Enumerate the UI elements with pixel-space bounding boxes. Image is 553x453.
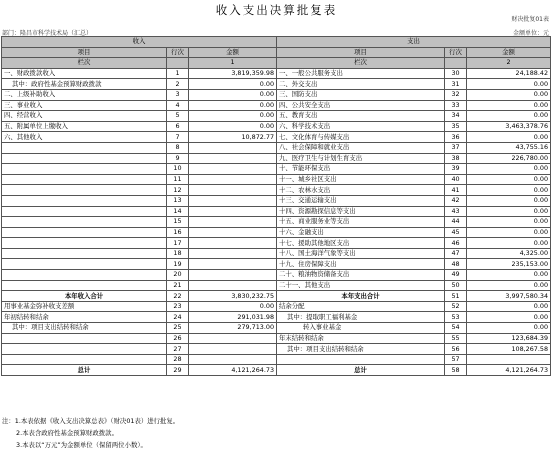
income-item: [2, 185, 167, 196]
income-item: [2, 354, 167, 365]
income-rowno: 13: [167, 195, 189, 206]
expense-amount: 0.00: [467, 323, 551, 334]
income-header: 收入: [2, 37, 277, 48]
expense-rowno: 40: [445, 174, 467, 185]
income-rowno: 22: [167, 291, 189, 302]
expense-item: 十二、农林水支出: [277, 185, 445, 196]
income-item: 一、财政拨款收入: [2, 68, 167, 79]
expense-amount: 4,325.00: [467, 248, 551, 259]
expense-item: 十、节能环保支出: [277, 164, 445, 175]
expense-amount: 43,755.16: [467, 142, 551, 153]
income-rowno: 25: [167, 323, 189, 334]
table-row: [2, 344, 551, 355]
expense-amount: 3,997,580.34: [467, 291, 551, 302]
expense-item: 十一、城乡社区支出: [277, 174, 445, 185]
income-amount: 291,031.98: [189, 312, 277, 323]
expense-rowno: 35: [445, 121, 467, 132]
table-row: [2, 259, 551, 270]
department-label: 部门：隆昌市科学技术局（汇总）: [2, 30, 93, 37]
expense-item: 九、医疗卫生与计划生育支出: [277, 153, 445, 164]
table-row: [2, 111, 551, 122]
expense-item: 二、外交支出: [277, 79, 445, 90]
income-amount: [189, 344, 277, 355]
income-amount: [189, 354, 277, 365]
expense-rowno: 52: [445, 301, 467, 312]
expense-item: [277, 354, 445, 365]
income-amount: [189, 280, 277, 291]
expense-item: 三、国防支出: [277, 89, 445, 100]
table-row: [2, 121, 551, 132]
expense-rowno: 32: [445, 89, 467, 100]
expense-rowno: 37: [445, 142, 467, 153]
income-item: 三、事业收入: [2, 100, 167, 111]
income-rowno: 23: [167, 301, 189, 312]
expense-amount: 0.00: [467, 100, 551, 111]
income-item: 其中：政府性基金预算财政拨款: [2, 79, 167, 90]
income-item: [2, 270, 167, 281]
income-amount: 0.00: [189, 301, 277, 312]
income-rowno: 3: [167, 89, 189, 100]
page-title: 收入支出决算批复表: [215, 3, 338, 17]
table-row: [2, 238, 551, 249]
expense-amount: 0.00: [467, 89, 551, 100]
expense-amount: 0.00: [467, 164, 551, 175]
expense-rowno: 33: [445, 100, 467, 111]
table-row: [2, 227, 551, 238]
expense-item: 十七、援助其他地区支出: [277, 238, 445, 249]
lanci-expense: 栏次: [277, 58, 445, 69]
expense-rowno: 56: [445, 344, 467, 355]
table-row: [2, 89, 551, 100]
table-row: [2, 206, 551, 217]
income-item: [2, 238, 167, 249]
expense-rowno: 36: [445, 132, 467, 143]
expense-item: 其中：提取职工福利基金: [277, 312, 445, 323]
income-rowno: 6: [167, 121, 189, 132]
lanci-col1: 1: [189, 58, 277, 69]
table-row: [2, 323, 551, 334]
expense-rowno: 38: [445, 153, 467, 164]
expense-rowno: 44: [445, 217, 467, 228]
income-rowno: 11: [167, 174, 189, 185]
income-rowno: 16: [167, 227, 189, 238]
notes: [2, 415, 179, 451]
income-amount: 4,121,264.73: [189, 365, 277, 376]
table-row: [2, 270, 551, 281]
income-rowno: 5: [167, 111, 189, 122]
table-row: [2, 280, 551, 291]
expense-amount: 123,684.39: [467, 333, 551, 344]
income-amount: [189, 270, 277, 281]
income-item: 二、上级补助收入: [2, 89, 167, 100]
income-rowno: 29: [167, 365, 189, 376]
budget-table: [1, 36, 551, 376]
income-amount: [189, 206, 277, 217]
expense-rowno: 48: [445, 259, 467, 270]
expense-amount: [467, 354, 551, 365]
expense-rowno: 47: [445, 248, 467, 259]
expense-header: 支出: [277, 37, 551, 48]
income-rowno: 8: [167, 142, 189, 153]
expense-amount: 0.00: [467, 312, 551, 323]
income-amount: [189, 153, 277, 164]
income-rowno: 21: [167, 280, 189, 291]
income-rowno: 7: [167, 132, 189, 143]
expense-rowno: 53: [445, 312, 467, 323]
expense-rowno: 58: [445, 365, 467, 376]
income-item: [2, 142, 167, 153]
expense-item: 本年支出合计: [277, 291, 445, 302]
income-rowno: 20: [167, 270, 189, 281]
note-2: 2.本表含政府性基金预算财政拨款。: [16, 429, 118, 437]
expense-item: 四、公共安全支出: [277, 100, 445, 111]
expense-item: 十三、交通运输支出: [277, 195, 445, 206]
expense-amount: 0.00: [467, 206, 551, 217]
col-amount-expense: 金额: [467, 47, 551, 58]
expense-amount: 3,463,378.76: [467, 121, 551, 132]
table-row: [2, 354, 551, 365]
table-row: [2, 312, 551, 323]
expense-item: 二十一、其他支出: [277, 280, 445, 291]
income-amount: 3,819,359.98: [189, 68, 277, 79]
income-item: [2, 174, 167, 185]
expense-amount: 0.00: [467, 195, 551, 206]
income-item: 用事业基金弥补收支差额: [2, 301, 167, 312]
expense-rowno: 57: [445, 354, 467, 365]
expense-amount: 0.00: [467, 301, 551, 312]
income-item: [2, 259, 167, 270]
table-row: [2, 195, 551, 206]
expense-rowno: 51: [445, 291, 467, 302]
income-rowno: 10: [167, 164, 189, 175]
expense-amount: 235,153.00: [467, 259, 551, 270]
expense-item: 十四、资源勘探信息等支出: [277, 206, 445, 217]
income-rowno: 24: [167, 312, 189, 323]
income-rowno: 27: [167, 344, 189, 355]
expense-item: 十六、金融支出: [277, 227, 445, 238]
income-item: 年初结转和结余: [2, 312, 167, 323]
expense-item: 十五、商业服务业等支出: [277, 217, 445, 228]
note-1: 注：1.本表依据《收入支出决算总表》（财决01表）进行批复。: [2, 417, 180, 425]
form-code: 财决批复01表: [511, 16, 549, 23]
income-rowno: 17: [167, 238, 189, 249]
expense-rowno: 45: [445, 227, 467, 238]
table-row: [2, 164, 551, 175]
expense-item: 八、社会保障和就业支出: [277, 142, 445, 153]
table-row: [2, 153, 551, 164]
expense-amount: 226,780.00: [467, 153, 551, 164]
expense-amount: 0.00: [467, 79, 551, 90]
expense-item: 七、文化体育与传媒支出: [277, 132, 445, 143]
income-item: 五、附属单位上缴收入: [2, 121, 167, 132]
table-row: [2, 68, 551, 79]
table-row: [2, 100, 551, 111]
note-3: 3.本表以“万元”为金额单位（保留两位小数）。: [16, 441, 147, 449]
income-amount: [189, 259, 277, 270]
col-rowno-expense: 行次: [445, 47, 467, 58]
income-amount: [189, 195, 277, 206]
expense-amount: 0.00: [467, 111, 551, 122]
income-rowno: 2: [167, 79, 189, 90]
expense-item: 五、教育支出: [277, 111, 445, 122]
expense-amount: 24,188.42: [467, 68, 551, 79]
income-rowno: 18: [167, 248, 189, 259]
income-amount: 10,872.77: [189, 132, 277, 143]
table-row: [2, 142, 551, 153]
income-amount: 279,713.00: [189, 323, 277, 334]
table-row: [2, 79, 551, 90]
lanci-blank-income: [167, 58, 189, 69]
expense-item: 其中：项目支出结转和结余: [277, 344, 445, 355]
income-item: [2, 217, 167, 228]
table-body: [2, 68, 551, 375]
unit-label: 金额单位：元: [512, 30, 549, 37]
income-rowno: 9: [167, 153, 189, 164]
income-amount: [189, 227, 277, 238]
income-amount: [189, 238, 277, 249]
income-amount: [189, 217, 277, 228]
income-item: [2, 164, 167, 175]
table-row: [2, 185, 551, 196]
income-item: 四、经营收入: [2, 111, 167, 122]
expense-rowno: 31: [445, 79, 467, 90]
expense-amount: 0.00: [467, 217, 551, 228]
table-row: [2, 333, 551, 344]
lanci-col2: 2: [467, 58, 551, 69]
col-amount-income: 金额: [189, 47, 277, 58]
income-rowno: 14: [167, 206, 189, 217]
income-amount: [189, 185, 277, 196]
income-amount: 0.00: [189, 111, 277, 122]
expense-amount: 0.00: [467, 132, 551, 143]
expense-rowno: 43: [445, 206, 467, 217]
expense-item: 二十、粮油物资储备支出: [277, 270, 445, 281]
income-item: 六、其他收入: [2, 132, 167, 143]
expense-rowno: 54: [445, 323, 467, 334]
income-item: [2, 195, 167, 206]
income-item: [2, 206, 167, 217]
income-rowno: 28: [167, 354, 189, 365]
income-amount: [189, 248, 277, 259]
expense-rowno: 50: [445, 280, 467, 291]
expense-rowno: 41: [445, 185, 467, 196]
lanci-blank-expense: [445, 58, 467, 69]
income-rowno: 15: [167, 217, 189, 228]
income-amount: [189, 142, 277, 153]
income-amount: 0.00: [189, 89, 277, 100]
expense-amount: 0.00: [467, 227, 551, 238]
expense-rowno: 55: [445, 333, 467, 344]
income-amount: [189, 164, 277, 175]
table-row: [2, 248, 551, 259]
expense-rowno: 46: [445, 238, 467, 249]
income-amount: 3,830,232.75: [189, 291, 277, 302]
income-amount: 0.00: [189, 121, 277, 132]
income-amount: [189, 174, 277, 185]
expense-amount: 108,267.58: [467, 344, 551, 355]
expense-rowno: 42: [445, 195, 467, 206]
expense-amount: 0.00: [467, 238, 551, 249]
income-rowno: 4: [167, 100, 189, 111]
income-item: [2, 280, 167, 291]
income-amount: 0.00: [189, 79, 277, 90]
income-item: [2, 333, 167, 344]
table-row: [2, 291, 551, 302]
table-row: [2, 132, 551, 143]
expense-rowno: 30: [445, 68, 467, 79]
col-rowno-income: 行次: [167, 47, 189, 58]
lanci-income: 栏次: [2, 58, 167, 69]
table-row: [2, 301, 551, 312]
expense-item: 转入事业基金: [277, 323, 445, 334]
table-row: [2, 174, 551, 185]
expense-rowno: 49: [445, 270, 467, 281]
income-item: [2, 344, 167, 355]
income-item: 总计: [2, 365, 167, 376]
income-rowno: 26: [167, 333, 189, 344]
income-item: 其中：项目支出结转和结余: [2, 323, 167, 334]
col-item-expense: 项目: [277, 47, 445, 58]
income-item: [2, 248, 167, 259]
expense-item: 年末结转和结余: [277, 333, 445, 344]
income-rowno: 1: [167, 68, 189, 79]
col-item-income: 项目: [2, 47, 167, 58]
expense-amount: 0.00: [467, 280, 551, 291]
expense-amount: 0.00: [467, 270, 551, 281]
income-item: [2, 153, 167, 164]
table-row: [2, 365, 551, 376]
expense-rowno: 34: [445, 111, 467, 122]
income-amount: 0.00: [189, 100, 277, 111]
expense-item: 十九、住房保障支出: [277, 259, 445, 270]
income-rowno: 12: [167, 185, 189, 196]
income-amount: [189, 333, 277, 344]
income-item: [2, 227, 167, 238]
expense-amount: 4,121,264.73: [467, 365, 551, 376]
expense-item: 结余分配: [277, 301, 445, 312]
expense-item: 六、科学技术支出: [277, 121, 445, 132]
expense-rowno: 39: [445, 164, 467, 175]
expense-amount: 0.00: [467, 174, 551, 185]
income-rowno: 19: [167, 259, 189, 270]
expense-item: 总计: [277, 365, 445, 376]
table-row: [2, 217, 551, 228]
expense-amount: 0.00: [467, 185, 551, 196]
income-item: 本年收入合计: [2, 291, 167, 302]
expense-item: 一、一般公共服务支出: [277, 68, 445, 79]
expense-item: 十八、国土海洋气象等支出: [277, 248, 445, 259]
